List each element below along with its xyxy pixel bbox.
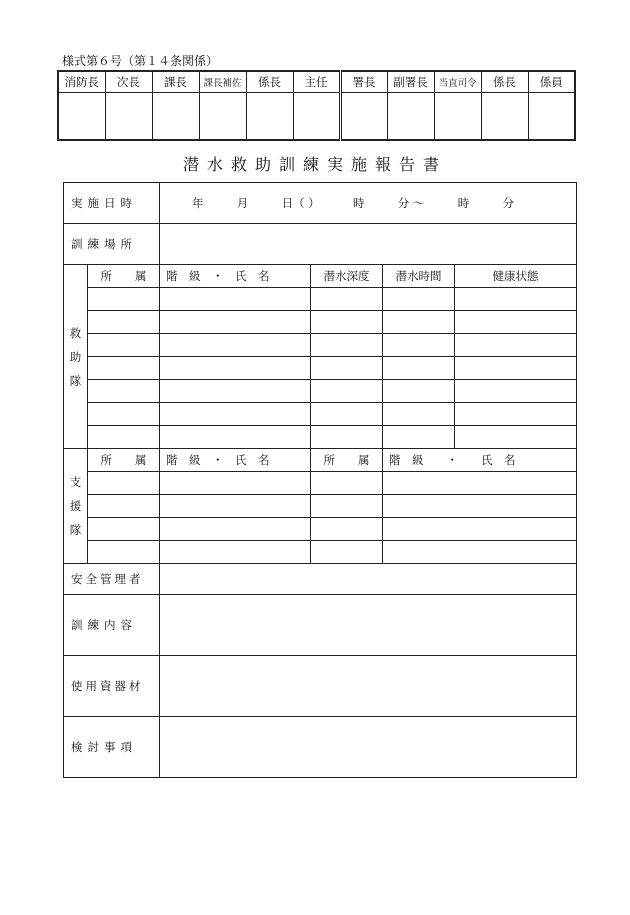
date-row — [64, 183, 577, 224]
stamp-cell[interactable] — [152, 93, 199, 141]
review-items-field[interactable] — [160, 717, 577, 778]
stamp-cell[interactable] — [340, 93, 387, 141]
equipment-field[interactable] — [160, 656, 577, 717]
year-unit: 年 — [192, 196, 204, 210]
cell[interactable] — [88, 426, 160, 449]
training-content-label: 訓練内容 — [64, 595, 160, 656]
training-content-field[interactable] — [160, 595, 577, 656]
equipment-row — [64, 656, 577, 717]
cell[interactable] — [88, 518, 160, 541]
cell[interactable] — [160, 288, 311, 311]
stamp-cell[interactable] — [481, 93, 528, 141]
approval-role: 課長 — [152, 71, 199, 93]
safety-manager-field[interactable] — [160, 564, 577, 595]
form-number: 様式第６号（第１４条関係） — [62, 54, 219, 68]
cell[interactable] — [311, 288, 383, 311]
rescue-row — [64, 426, 577, 449]
cell[interactable] — [160, 334, 311, 357]
rescue-row — [64, 403, 577, 426]
stamp-cell[interactable] — [105, 93, 152, 141]
cell[interactable] — [455, 403, 577, 426]
safety-manager-label: 安全管理者 — [64, 564, 160, 595]
cell[interactable] — [383, 288, 455, 311]
minute-unit: 分 ～ — [397, 196, 425, 210]
place-row — [64, 224, 577, 265]
cell[interactable] — [160, 518, 311, 541]
stamp-cell[interactable] — [528, 93, 575, 141]
approval-role: 副署長 — [387, 71, 434, 93]
training-report-table — [63, 182, 577, 778]
rescue-row — [64, 334, 577, 357]
cell[interactable] — [383, 472, 577, 495]
support-row — [64, 518, 577, 541]
cell[interactable] — [160, 403, 311, 426]
cell[interactable] — [455, 334, 577, 357]
cell[interactable] — [311, 380, 383, 403]
cell[interactable] — [455, 357, 577, 380]
cell[interactable] — [311, 541, 383, 564]
approval-role: 次長 — [105, 71, 152, 93]
col-rank-name: 階 級 ・ 氏 名 — [160, 449, 311, 472]
support-row — [64, 472, 577, 495]
cell[interactable] — [383, 541, 577, 564]
col-dive-time: 潜水時間 — [383, 265, 455, 288]
month-unit: 月 — [236, 196, 249, 210]
date-field[interactable] — [160, 183, 577, 224]
cell[interactable] — [88, 403, 160, 426]
cell[interactable] — [311, 472, 383, 495]
hour-unit: 時 — [353, 196, 365, 210]
cell[interactable] — [160, 311, 311, 334]
hour-unit: 時 — [457, 196, 470, 210]
stamp-cell[interactable] — [246, 93, 293, 141]
cell[interactable] — [88, 495, 160, 518]
cell[interactable] — [88, 380, 160, 403]
approval-role: 当直司令 — [434, 71, 481, 93]
approval-roles-row — [58, 71, 575, 93]
cell[interactable] — [160, 541, 311, 564]
col-affiliation: 所 属 — [88, 265, 160, 288]
cell[interactable] — [383, 380, 455, 403]
approval-stamp-row — [58, 93, 575, 141]
col-health: 健康状態 — [455, 265, 577, 288]
cell[interactable] — [160, 472, 311, 495]
support-team-label: 支 援 隊 — [64, 449, 88, 564]
approval-stamp-table — [57, 70, 576, 141]
cell[interactable] — [455, 380, 577, 403]
cell[interactable] — [455, 426, 577, 449]
approval-role: 課長補佐 — [199, 71, 246, 93]
col-dive-depth: 潜水深度 — [311, 265, 383, 288]
cell[interactable] — [311, 426, 383, 449]
col-affiliation: 所 属 — [88, 449, 160, 472]
approval-role: 係長 — [481, 71, 528, 93]
col-affiliation: 所 属 — [311, 449, 383, 472]
rescue-team-label: 救 助 隊 — [64, 265, 88, 449]
cell[interactable] — [160, 426, 311, 449]
cell[interactable] — [383, 426, 455, 449]
cell[interactable] — [311, 518, 383, 541]
cell[interactable] — [88, 357, 160, 380]
cell[interactable] — [383, 311, 455, 334]
cell[interactable] — [383, 403, 455, 426]
cell[interactable] — [160, 357, 311, 380]
cell[interactable] — [311, 334, 383, 357]
cell[interactable] — [383, 357, 455, 380]
stamp-cell[interactable] — [434, 93, 481, 141]
cell[interactable] — [455, 288, 577, 311]
cell[interactable] — [383, 495, 577, 518]
place-label: 訓練場所 — [64, 224, 160, 265]
rescue-row — [64, 311, 577, 334]
cell[interactable] — [455, 311, 577, 334]
cell[interactable] — [88, 472, 160, 495]
cell[interactable] — [311, 311, 383, 334]
rescue-row — [64, 380, 577, 403]
stamp-cell[interactable] — [199, 93, 246, 141]
place-field[interactable] — [160, 224, 577, 265]
col-rank-name: 階 級 ・ 氏 名 — [383, 449, 577, 472]
col-rank-name: 階 級 ・ 氏 名 — [160, 265, 311, 288]
date-label: 実施日時 — [64, 183, 160, 224]
review-items-label: 検討事項 — [64, 717, 160, 778]
approval-role: 係員 — [528, 71, 575, 93]
cell[interactable] — [88, 311, 160, 334]
approval-role: 消防長 — [58, 71, 105, 93]
cell[interactable] — [88, 541, 160, 564]
approval-role: 署長 — [340, 71, 387, 93]
stamp-cell[interactable] — [58, 93, 105, 141]
report-title: 潜水救助訓練実施報告書 — [182, 155, 447, 174]
cell[interactable] — [88, 288, 160, 311]
safety-row — [64, 564, 577, 595]
cell[interactable] — [160, 380, 311, 403]
cell[interactable] — [311, 495, 383, 518]
rescue-header-row — [64, 265, 577, 288]
approval-role: 係長 — [246, 71, 293, 93]
day-unit: 日（ ） — [281, 196, 320, 210]
support-row — [64, 495, 577, 518]
cell[interactable] — [383, 334, 455, 357]
rescue-row — [64, 288, 577, 311]
support-header-row — [64, 449, 577, 472]
cell[interactable] — [311, 403, 383, 426]
review-row — [64, 717, 577, 778]
support-row — [64, 541, 577, 564]
rescue-row — [64, 357, 577, 380]
equipment-label: 使用資器材 — [64, 656, 160, 717]
cell[interactable] — [88, 334, 160, 357]
stamp-cell[interactable] — [293, 93, 340, 141]
content-row — [64, 595, 577, 656]
approval-role: 主任 — [293, 71, 340, 93]
cell[interactable] — [383, 518, 577, 541]
cell[interactable] — [311, 357, 383, 380]
minute-unit: 分 — [502, 196, 514, 210]
stamp-cell[interactable] — [387, 93, 434, 141]
cell[interactable] — [160, 495, 311, 518]
